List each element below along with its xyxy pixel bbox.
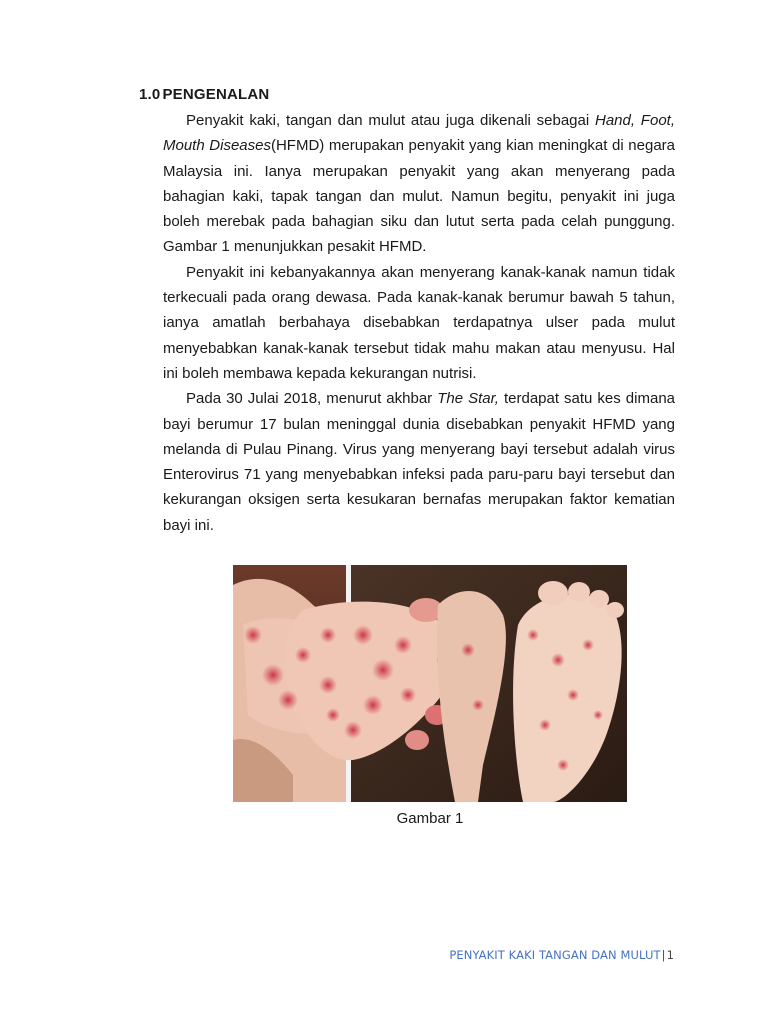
section-number: 1.0 — [139, 86, 161, 103]
body-text — [163, 108, 675, 538]
paragraph-1-text-a: Penyakit kaki, tangan dan mulut atau juga dikenali sebagai — [186, 112, 595, 129]
footer-separator: | — [661, 948, 666, 962]
paragraph-3 — [163, 386, 675, 538]
paragraph-1-emphasis: Hand, Foot, Mouth Diseases — [163, 112, 675, 155]
hfmd-photo — [233, 565, 627, 802]
toe-2 — [568, 582, 590, 602]
toe-1 — [538, 581, 568, 605]
paragraph-1 — [163, 108, 675, 260]
paragraph-3-text-b: terdapat satu kes dimana bayi berumur 17 bulan meninggal dunia disebabkan penyakit HFMD yang melanda di Pulau Pinang. Virus yang menyerang bayi tersebut adalah virus Enterovirus 71 yang menyebabkan infeksi pada paru-paru bayi tersebut dan kekurangan oksigen serta kesukaran bernafas merupakan faktor kematian bayi ini. — [163, 390, 676, 534]
toe-3 — [589, 590, 609, 608]
finger-tip-5 — [405, 730, 429, 750]
paragraph-1-text-b: (HFMD) merupakan penyakit yang kian meningkat di negara Malaysia ini. Ianya merupakan penyakit yang akan menyerang pada bahagian kaki, tapak tangan dan mulut. Namun begitu, penyakit ini juga boleh merebak pada bahagian siku dan lutut serta pada celah punggung. Gambar 1 menunjukkan pesakit HFMD. — [163, 137, 675, 256]
paragraph-3-emphasis: The Star, — [437, 390, 499, 408]
page-footer — [449, 948, 674, 962]
toe-4 — [606, 602, 624, 618]
paragraph-3-text-a: Pada 30 Julai 2018, menurut akhbar — [186, 390, 438, 408]
section-heading — [139, 86, 269, 103]
paragraph-2: Penyakit ini kebanyakannya akan menyerang kanak-kanak namun tidak terkecuali pada orang dewasa. Pada kanak-kanak berumur bawah 5 tahun, ianya amatlah berbahaya disebabkan terdapatnya ulser pada mulut menyebabkan kanak-kanak tersebut tidak mahu makan atau menyusu. Hal ini boleh membawa kepada kekurangan nutrisi. — [163, 263, 675, 382]
figure-caption: Gambar 1 — [396, 810, 464, 827]
page-number: 1 — [666, 948, 674, 962]
hfmd-photo-illustration — [233, 565, 627, 802]
section-title: PENGENALAN — [162, 86, 270, 103]
footer-title: PENYAKIT KAKI TANGAN DAN MULUT — [449, 948, 661, 962]
